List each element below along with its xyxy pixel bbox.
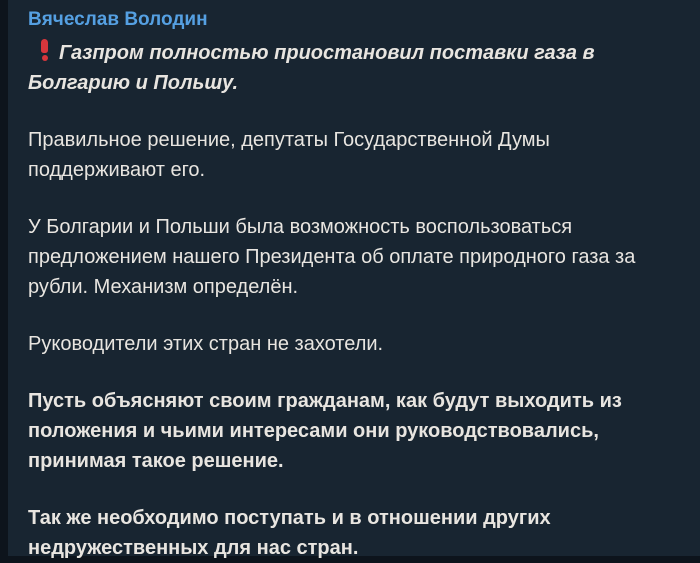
paragraph-text: У Болгарии и Польши была возможность воспользоваться предложением нашего Президента об оплате природного газа за рубли. Механизм определён.	[28, 216, 636, 298]
message-paragraph	[28, 38, 672, 98]
message-paragraph	[28, 125, 672, 185]
message-paragraph	[28, 503, 672, 563]
message-paragraph	[28, 329, 672, 359]
channel-name[interactable]: Вячеслав Володин	[28, 9, 208, 30]
paragraph-text: Газпром полностью приостановил поставки газа в Болгарию и Польшу.	[28, 42, 595, 94]
paragraph-text: Правильное решение, депутаты Государственной Думы поддерживают его.	[28, 129, 550, 181]
paragraph-text: Так же необходимо поступать и в отношении других недружественных для нас стран.	[28, 507, 551, 559]
message-paragraphs	[28, 38, 672, 563]
paragraph-text: Руководители этих стран не захотели.	[28, 333, 384, 355]
message-bubble	[8, 0, 700, 559]
red-exclamation-icon	[40, 39, 49, 61]
message-paragraph	[28, 386, 672, 476]
message-paragraph	[28, 212, 672, 302]
paragraph-text: Пусть объясняют своим гражданам, как будут выходить из положения и чьими интересами они руководствовались, принимая такое решение.	[28, 390, 622, 472]
